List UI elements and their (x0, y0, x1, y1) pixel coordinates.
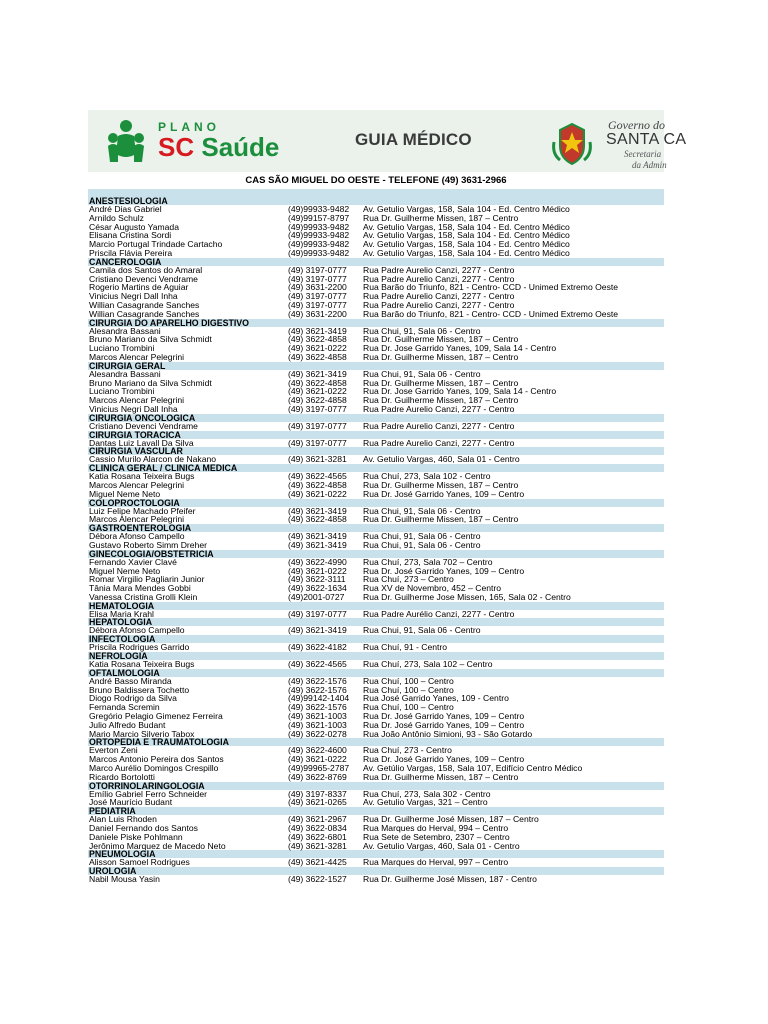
doctor-name: Priscila Rodrigues Garrido (89, 642, 190, 653)
doctor-phone: (49) 3622-4858 (288, 395, 347, 406)
doctor-phone: (49) 3622-4600 (288, 745, 347, 756)
section-header: CLINICA GERAL / CLINICA MEDICA (88, 464, 664, 472)
doctor-row (88, 626, 664, 635)
doctor-name: Gregório Pelagio Gimenez Ferreira (89, 711, 223, 722)
doctor-name: Bruno Mariano da Silva Schmidt (89, 334, 212, 345)
doctor-name: Vanessa Cristina Grolli Klein (89, 591, 198, 602)
doctor-phone: (49) 3622-4990 (288, 556, 347, 567)
doctor-address: Rua Chuí, 273, Sala 702 – Centro (363, 556, 493, 567)
doctor-address: Av. Getulio Vargas, 460, Sala 01 - Centro (363, 454, 520, 465)
doctor-phone: (49)99157-8797 (288, 212, 350, 223)
doctor-row (88, 858, 664, 867)
doctor-address: Rua Chui, 91, Sala 06 - Centro (363, 531, 481, 542)
doctor-address: Rua Dr. José Garrido Yanes, 109 – Centro (363, 488, 525, 499)
doctor-phone: (49) 3622-0834 (288, 823, 347, 834)
doctor-address: Rua Padre Aurelio Canzi, 2277 - Centro (363, 291, 515, 302)
doctor-address: Rua Padre Aurelio Canzi, 2277 - Centro (363, 420, 515, 431)
doctor-address: Rua Dr. Guilherme Missen, 187 – Centro (363, 395, 519, 406)
doctor-name: Arnildo Schulz (89, 212, 144, 223)
doctor-row (88, 455, 664, 464)
doctor-name: Daniele Piske Pohlmann (89, 831, 183, 842)
doctor-phone: (49) 3621-3419 (288, 539, 347, 550)
doctor-address: Rua Chuí, 100 – Centro (363, 702, 454, 713)
doctor-name: Luiz Felipe Machado Pfeifer (89, 505, 196, 516)
doctor-phone: (49) 3621-0222 (288, 565, 347, 576)
doctor-name: Cassio Murilo Alarcon de Nakano (89, 454, 217, 465)
section-header: ORTOPEDIA E TRAUMATOLOGIA (88, 738, 664, 746)
doctor-address: Rua Barão do Triunfo, 821 - Centro- CCD - Unimed Extremo Oeste (363, 308, 619, 319)
doctor-phone: (49) 3197-0777 (288, 299, 347, 310)
doctor-phone: (49) 3621-0222 (288, 343, 347, 354)
doctor-row (88, 310, 664, 319)
doctor-address: Rua Dr. Guilherme Missen, 187 – Centro (363, 514, 519, 525)
doctor-phone: (49) 3622-4182 (288, 642, 347, 653)
doctor-phone: (49)99142-1404 (288, 693, 350, 704)
doctor-name: Elisana Cristina Sordi (89, 230, 172, 241)
doctor-address: Rua Dr. José Garrido Yanes, 109 – Centro (363, 565, 525, 576)
doctor-phone: (49) 3621-0222 (288, 488, 347, 499)
doctor-address: Rua Chuí, 273, Sala 302 - Centro (363, 788, 491, 799)
doctor-row (88, 773, 664, 782)
document-header (88, 110, 687, 172)
doctor-row (88, 490, 664, 499)
logo-brand-sc: SC (158, 132, 195, 162)
section-header: CIRURGIA ONCOLOGICA (88, 414, 664, 422)
doctor-name: Débora Afonso Campello (89, 531, 185, 542)
government-label-line2: SANTA CA (606, 131, 687, 148)
section-header: UROLOGIA (88, 867, 664, 875)
doctor-phone: (49) 3621-3419 (288, 505, 347, 516)
doctor-phone: (49) 3622-6801 (288, 831, 347, 842)
doctor-name: Elisa Maria Krahl (89, 608, 154, 619)
doctor-name: Julio Alfredo Budant (89, 719, 166, 730)
plano-sc-saude-logo (106, 118, 280, 166)
doctor-phone: (49)99933-9482 (288, 247, 350, 258)
doctor-name: Priscila Flávia Pereira (89, 247, 173, 258)
doctor-phone: (49) 3197-0777 (288, 608, 347, 619)
doctor-phone: (49) 3622-1576 (288, 702, 347, 713)
doctor-row (88, 515, 664, 524)
doctor-phone: (49) 3622-1576 (288, 675, 347, 686)
doctor-address: Rua Dr. Guilherme Missen, 187 – Centro (363, 771, 519, 782)
section-header: OFTALMOLOGIA (88, 669, 664, 677)
doctor-address: Rua Dr. Guilherme Missen, 187 – Centro (363, 351, 519, 362)
doctor-phone: (49) 3622-4565 (288, 659, 347, 670)
doctor-name: Luciano Trombini (89, 343, 155, 354)
doctor-address: Rua Dr. José Garrido Yanes, 109 – Centro (363, 711, 525, 722)
doctor-address: Rua Chuí, 273 – Centro (363, 574, 454, 585)
doctor-phone: (49)99933-9482 (288, 239, 350, 250)
doctor-address: Rua Dr. Guilherme José Missen, 187 - Centro (363, 874, 537, 885)
doctor-name: Alisson Samoel Rodrigues (89, 857, 190, 868)
doctor-address: Rua Padre Aurelio Canzi, 2277 - Centro (363, 264, 515, 275)
location-subtitle: CAS SÃO MIGUEL DO OESTE - TELEFONE (49) 3631-2966 (245, 175, 507, 186)
doctor-phone: (49) 3622-4858 (288, 334, 347, 345)
doctor-address: Rua Chuí, 100 – Centro (363, 684, 454, 695)
doctor-name: Alan Luis Rhoden (89, 814, 157, 825)
doctor-name: André Dias Gabriel (89, 204, 162, 214)
doctor-phone: (49) 3621-1003 (288, 719, 347, 730)
doctor-name: Bruno Mariano da Silva Schmidt (89, 377, 212, 388)
doctor-address: Rua Barão do Triunfo, 821 - Centro- CCD - Unimed Extremo Oeste (363, 282, 619, 293)
doctor-row (88, 541, 664, 550)
doctor-address: Rua Dr. Guilherme Jose Missen, 165, Sala 02 - Centro (363, 591, 571, 602)
doctor-row (88, 439, 664, 448)
doctor-address: Av. Getulio Vargas, 158, Sala 104 - Ed. Centro Médico (363, 239, 570, 250)
section-header: HEPATOLOGIA (88, 618, 664, 626)
doctor-name: André Basso Miranda (89, 675, 172, 686)
doctor-phone: (49) 3621-3419 (288, 531, 347, 542)
logo-plano-text: PLANO (158, 120, 220, 134)
section-header: GINECOLOGIA/OBSTETRICIA (88, 550, 664, 558)
doctor-name: Marcio Portugal Trindade Cartacho (89, 239, 223, 250)
doctor-row (88, 798, 664, 807)
doctor-phone: (49) 3621-0222 (288, 754, 347, 765)
doctor-address: Rua Padre Aurelio Canzi, 2277 - Centro (363, 299, 515, 310)
doctor-row (88, 842, 664, 851)
doctor-name: Romar Virgilio Pagliarin Junior (89, 574, 205, 585)
doctor-phone: (49) 3197-0777 (288, 273, 347, 284)
doctor-name: Dantas Luiz Lavall Da Silva (89, 437, 194, 448)
doctor-phone: (49) 3621-1003 (288, 711, 347, 722)
doctor-name: Mario Marcio Silverio Tabox (89, 728, 195, 739)
doctor-name: Marco Aurélio Domingos Crespillo (89, 763, 219, 774)
section-header: CIRURGIA TORACICA (88, 431, 664, 439)
doctor-address: Rua Dr. José Garrido Yanes, 109 – Centro (363, 754, 525, 765)
doctor-phone: (49) 3197-0777 (288, 264, 347, 275)
doctor-name: César Augusto Yamada (89, 221, 179, 232)
doctor-address: Rua Dr. José Garrido Yanes, 109 – Centro (363, 719, 525, 730)
doctor-address: Av. Getulio Vargas, 158, Sala 104 - Ed. Centro Médico (363, 247, 570, 258)
doctor-address: Rua Padre Aurélio Canzi, 2277 - Centro (363, 608, 515, 619)
doctor-address: Rua XV de Novembro, 452 – Centro (363, 583, 502, 594)
doctor-name: Alesandra Bassani (89, 368, 161, 379)
doctor-name: Willian Casagrande Sanches (89, 308, 200, 319)
doctor-address: Rua José Garrido Yanes, 109 - Centro (363, 693, 509, 704)
doctor-address: Rua Padre Aurelio Canzi, 2277 - Centro (363, 437, 515, 448)
doctor-address: Rua Chui, 91, Sala 06 - Centro (363, 368, 481, 379)
doctor-row (88, 422, 664, 431)
logo-brand-text (158, 132, 279, 162)
page-title: GUIA MÉDICO (355, 130, 472, 149)
doctor-address: Rua Dr. Guilherme Missen, 187 – Centro (363, 377, 519, 388)
people-logo-icon (106, 118, 146, 166)
doctor-name: Gustavo Roberto Simm Dreher (89, 539, 207, 550)
doctor-phone: (49) 3621-3419 (288, 368, 347, 379)
top-band (88, 189, 664, 197)
doctor-name: Miguel Neme Neto (89, 565, 161, 576)
doctor-row (88, 730, 664, 739)
government-label-line1: Governo do (608, 118, 665, 132)
doctor-phone: (49)99933-9482 (288, 230, 350, 241)
section-header: CIRURGIA VASCULAR (88, 447, 664, 455)
doctor-address: Rua Dr. Jose Garrido Yanes, 109, Sala 14 - Centro (363, 343, 557, 354)
doctor-phone: (49)99933-9482 (288, 221, 350, 232)
doctor-address: Rua Chui, 91, Sala 06 - Centro (363, 539, 481, 550)
state-coat-of-arms-icon (550, 120, 594, 166)
doctor-address: Av. Getulio Vargas, 321 – Centro (363, 797, 488, 808)
doctor-name: Jerônimo Marquez de Macedo Neto (89, 840, 226, 851)
doctor-phone: (49) 3197-8337 (288, 788, 347, 799)
doctor-name: Marcos Alencar Pelegrini (89, 395, 185, 406)
doctor-phone: (49) 3622-0278 (288, 728, 347, 739)
doctor-name: Fernando Xavier Clavé (89, 556, 177, 567)
doctor-row (88, 249, 664, 258)
section-header: PEDIATRIA (88, 807, 664, 815)
doctor-row (88, 643, 664, 652)
doctor-phone: (49) 3197-0777 (288, 437, 347, 448)
doctor-phone: (49) 3622-8769 (288, 771, 347, 782)
section-header: OTORRINOLARINGOLOGIA (88, 782, 664, 790)
doctor-name: Marcos Alencar Pelegrini (89, 514, 185, 525)
doctor-row (88, 610, 664, 619)
doctor-address: Rua Marques do Herval, 997 – Centro (363, 857, 509, 868)
doctor-phone: (49) 3621-3419 (288, 325, 347, 336)
doctor-address: Rua Dr. Guilherme Missen, 187 – Centro (363, 212, 519, 223)
doctor-phone: (49) 3622-1527 (288, 874, 347, 885)
doctor-name: Tânia Mara Mendes Gobbi (89, 583, 191, 594)
doctor-address: Rua Chui, 91, Sala 06 - Centro (363, 325, 481, 336)
doctor-address: Rua Chuí, 100 – Centro (363, 675, 454, 686)
doctor-address: Av. Getulio Vargas, 158, Sala 104 - Ed. Centro Médico (363, 230, 570, 241)
doctor-name: Marcos Alencar Pelegrini (89, 479, 185, 490)
doctor-phone: (49) 3621-2967 (288, 814, 347, 825)
doctor-address: Rua Padre Aurelio Canzi, 2277 - Centro (363, 403, 515, 414)
doctor-name: Bruno Baldissera Tochetto (89, 684, 190, 695)
doctor-address: Av. Getulio Vargas, 158, Sala 104 - Ed. Centro Médico (363, 221, 570, 232)
doctor-phone: (49) 3622-3111 (288, 574, 346, 585)
doctor-phone: (49) 3197-0777 (288, 291, 347, 302)
doctor-name: Willian Casagrande Sanches (89, 299, 200, 310)
doctor-name: Alesandra Bassani (89, 325, 161, 336)
doctor-address: Rua Chuí, 273 - Centro (363, 745, 452, 756)
section-header: CIRURGIA DO APARELHO DIGESTIVO (88, 319, 664, 327)
doctor-row (88, 405, 664, 414)
doctor-name: Luciano Trombini (89, 386, 155, 397)
doctor-phone: (49)2001-0727 (288, 591, 345, 602)
doctor-name: Ricardo Bortolotti (89, 771, 155, 782)
doctor-phone: (49) 3621-3281 (288, 454, 347, 465)
doctor-name: Cristiano Devenci Vendrame (89, 420, 198, 431)
doctor-phone: (49) 3621-0265 (288, 797, 347, 808)
doctor-phone: (49) 3621-4425 (288, 857, 347, 868)
doctor-row (88, 593, 664, 602)
doctor-address: Av. Getulio Vargas, 158, Sala 104 - Ed. Centro Médico (363, 204, 570, 214)
government-label-line3: Secretaria (624, 149, 662, 159)
doctor-phone: (49)99965-2787 (288, 763, 350, 774)
doctor-phone: (49) 3631-2200 (288, 308, 347, 319)
section-header: PNEUMOLOGIA (88, 850, 664, 858)
section-header: CIRURGIA GERAL (88, 362, 664, 370)
doctor-address: Rua Chuí, 273, Sala 102 - Centro (363, 471, 491, 482)
doctor-address: Rua Padre Aurelio Canzi, 2277 - Centro (363, 273, 515, 284)
doctor-phone: (49) 3622-4858 (288, 479, 347, 490)
doctor-name: Nabil Mousa Yasin (89, 874, 160, 885)
doctor-name: Everton Zeni (89, 745, 138, 756)
doctor-name: José Maurício Budant (89, 797, 173, 808)
doctor-address: Rua Chuí, 91 - Centro (363, 642, 448, 653)
doctor-name: Cristiano Devenci Vendrame (89, 273, 198, 284)
doctor-name: Marcos Alencar Pelegrini (89, 351, 185, 362)
doctor-name: Katia Rosana Teixeira Bugs (89, 471, 195, 482)
logo-brand-saude: Saúde (201, 132, 280, 162)
doctor-address: Rua Chuí, 273, Sala 102 – Centro (363, 659, 493, 670)
doctor-name: Débora Afonso Campello (89, 625, 185, 636)
section-header: ANESTESIOLOGIA (88, 197, 664, 205)
doctor-name: Miguel Neme Neto (89, 488, 161, 499)
doctor-address: Rua Sete de Setembro, 2307 – Centro (363, 831, 510, 842)
doctor-address: Rua Dr. Jose Garrido Yanes, 109, Sala 14 - Centro (363, 386, 557, 397)
doctor-phone: (49) 3622-4858 (288, 514, 347, 525)
doctor-name: Vinicius Negri Dall Inha (89, 403, 178, 414)
doctor-phone: (49) 3197-0777 (288, 420, 347, 431)
doctor-name: Vinicius Negri Dall Inha (89, 291, 178, 302)
doctor-row (88, 660, 664, 669)
doctor-address: Rua Chui, 91, Sala 06 - Centro (363, 625, 481, 636)
doctor-name: Marcos Antonio Pereira dos Santos (89, 754, 224, 765)
doctor-name: Fernanda Scremin (89, 702, 160, 713)
doctor-phone: (49) 3621-3419 (288, 625, 347, 636)
section-header: HEMATOLOGIA (88, 602, 664, 610)
section-header: GASTROENTEROLOGIA (88, 524, 664, 532)
doctor-address: Av. Getúlio Vargas, 158, Sala 107, Edifício Centro Médico (363, 763, 583, 774)
section-header: COLOPROCTOLOGIA (88, 499, 664, 507)
doctor-phone: (49) 3622-1634 (288, 583, 347, 594)
doctor-name: Diogo Rodrigo da Silva (89, 693, 177, 704)
doctor-address: Av. Getulio Vargas, 460, Sala 01 - Centro (363, 840, 520, 851)
section-header: CANCEROLOGIA (88, 258, 664, 266)
doctor-name: Katia Rosana Teixeira Bugs (89, 659, 195, 670)
doctor-row (88, 353, 664, 362)
doctor-phone: (49) 3622-4858 (288, 377, 347, 388)
doctor-phone: (49) 3622-4565 (288, 471, 347, 482)
doctor-listing (88, 189, 664, 884)
doctor-address: Rua Dr. Guilherme Missen, 187 – Centro (363, 334, 519, 345)
doctor-name: Rogerio Martins de Aguiar (89, 282, 189, 293)
doctor-address: Rua João Antônio Simioni, 93 - São Gotardo (363, 728, 533, 739)
doctor-address: Rua Dr. Guilherme Missen, 187 – Centro (363, 479, 519, 490)
doctor-address: Rua Dr. Guilherme José Missen, 187 – Centro (363, 814, 539, 825)
doctor-phone: (49) 3197-0777 (288, 403, 347, 414)
section-header: INFECTOLOGIA (88, 635, 664, 643)
doctor-name: Camila dos Santos do Amaral (89, 264, 203, 275)
doctor-phone: (49)99933-9482 (288, 204, 350, 214)
doctor-phone: (49) 3621-0222 (288, 386, 347, 397)
government-label-line4: da Admin (632, 160, 667, 170)
doctor-phone: (49) 3621-3281 (288, 840, 347, 851)
doctor-phone: (49) 3622-4858 (288, 351, 347, 362)
doctor-phone: (49) 3631-2200 (288, 282, 347, 293)
doctor-phone: (49) 3622-1576 (288, 684, 347, 695)
doctor-row (88, 875, 664, 884)
doctor-address: Rua Marques do Herval, 994 – Centro (363, 823, 509, 834)
doctor-name: Daniel Fernando dos Santos (89, 823, 198, 834)
doctor-name: Emílio Gabriel Ferro Schneider (89, 788, 207, 799)
doctor-address: Rua Chui, 91, Sala 06 - Centro (363, 505, 481, 516)
section-header: NEFROLOGIA (88, 652, 664, 660)
